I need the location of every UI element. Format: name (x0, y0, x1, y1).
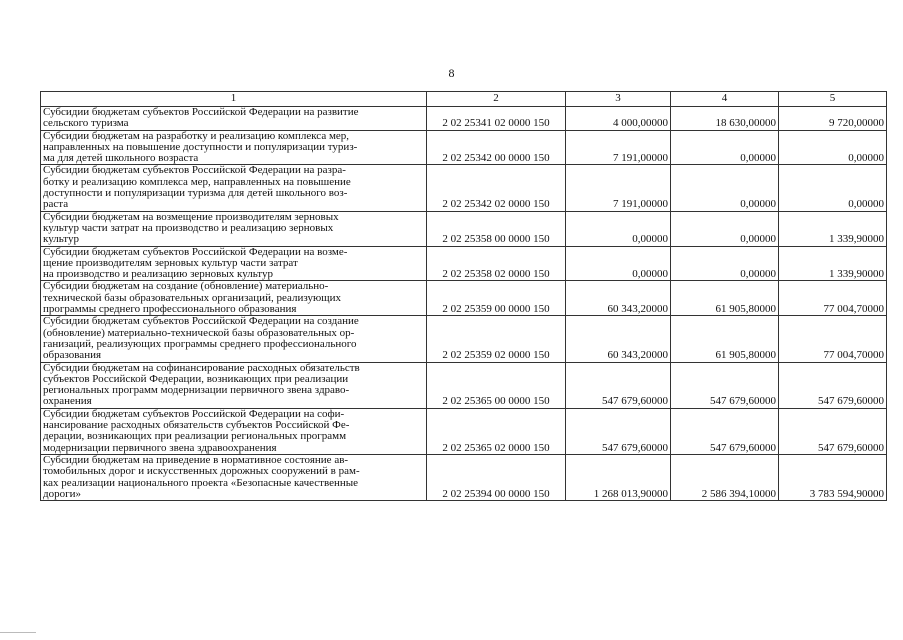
amount-column-5: 3 783 594,90000 (779, 454, 887, 500)
amount-column-5: 547 679,60000 (779, 362, 887, 408)
amount-column-5: 9 720,00000 (779, 107, 887, 131)
column-header-1: 1 (41, 92, 427, 107)
budget-code: 2 02 25359 00 0000 150 (427, 281, 566, 316)
column-header-4: 4 (671, 92, 779, 107)
row-description-line: щение производителям зерновых культур части затрат (43, 256, 298, 269)
column-header-2: 2 (427, 92, 566, 107)
amount-column-4: 61 905,80000 (671, 281, 779, 316)
row-description-line: Субсидии бюджетам на софинансирование расходных обязательств (43, 361, 360, 374)
row-description-line: направленных на повышение доступности и популяризации туриз- (43, 140, 358, 153)
table-row (41, 246, 887, 281)
row-description-line: охранения (43, 395, 92, 408)
row-description (41, 246, 427, 281)
row-description-line: Субсидии бюджетам субъектов Российской Федерации на возме- (43, 245, 348, 258)
page-number: 8 (448, 66, 455, 80)
row-description-line: ма для детей школьного возраста (43, 152, 199, 165)
amount-column-4: 2 586 394,10000 (671, 454, 779, 500)
row-description (41, 362, 427, 408)
amount-column-5: 547 679,60000 (779, 408, 887, 454)
row-description-line: региональных программ модернизации первичного звена здраво- (43, 384, 350, 397)
budget-code: 2 02 25341 02 0000 150 (427, 107, 566, 131)
table-row (41, 454, 887, 500)
amount-column-3: 7 191,00000 (566, 130, 671, 165)
table-row (41, 316, 887, 362)
table-row (41, 211, 887, 246)
row-description-line: Субсидии бюджетам субъектов Российской Федерации на разра- (43, 164, 346, 177)
row-description-line: ках реализации национального проекта «Безопасные качественные (43, 476, 359, 489)
budget-code: 2 02 25358 02 0000 150 (427, 246, 566, 281)
column-header-3: 3 (566, 92, 671, 107)
page-edge-mark (0, 632, 36, 633)
row-description-line: образования (43, 349, 102, 362)
table-header-row (41, 92, 887, 107)
row-description-line: (обновление) материально-технической базы образовательных ор- (43, 326, 355, 339)
row-description-line: субъектов Российской Федерации, возникающих при реализации (43, 372, 349, 385)
amount-column-4: 0,00000 (671, 211, 779, 246)
row-description (41, 165, 427, 211)
row-description-line: дороги» (43, 487, 81, 500)
row-description (41, 107, 427, 131)
column-header-5: 5 (779, 92, 887, 107)
table-row (41, 408, 887, 454)
row-description-line: ботку и реализацию комплекса мер, направленных на повышение (43, 175, 351, 188)
row-description-line: раста (43, 198, 69, 211)
amount-column-4: 0,00000 (671, 246, 779, 281)
amount-column-3: 547 679,60000 (566, 408, 671, 454)
amount-column-3: 0,00000 (566, 246, 671, 281)
budget-table (40, 91, 887, 501)
row-description-line: программы среднего профессионального образования (43, 303, 297, 316)
budget-code: 2 02 25359 02 0000 150 (427, 316, 566, 362)
row-description-line: дерации, возникающих при реализации региональных программ (43, 430, 347, 443)
row-description-line: Субсидии бюджетам субъектов Российской Федерации на софи- (43, 407, 345, 420)
row-description-line: сельского туризма (43, 117, 129, 130)
row-description-line: томобильных дорог и искусственных дорожных сооружений в рам- (43, 465, 360, 478)
row-description-line: Субсидии бюджетам на приведение в нормативное состояние ав- (43, 453, 349, 466)
row-description-line: Субсидии бюджетам на разработку и реализацию комплекса мер, (43, 129, 350, 142)
amount-column-4: 0,00000 (671, 165, 779, 211)
amount-column-4: 547 679,60000 (671, 408, 779, 454)
budget-code: 2 02 25342 02 0000 150 (427, 165, 566, 211)
row-description-line: культур части затрат на производство и реализацию зерновых (43, 221, 334, 234)
budget-code: 2 02 25394 00 0000 150 (427, 454, 566, 500)
budget-code: 2 02 25365 00 0000 150 (427, 362, 566, 408)
amount-column-3: 0,00000 (566, 211, 671, 246)
row-description-line: на производство и реализацию зерновых культур (43, 268, 273, 281)
amount-column-3: 7 191,00000 (566, 165, 671, 211)
row-description-line: технической базы образовательных организаций, реализующих (43, 291, 342, 304)
amount-column-4: 0,00000 (671, 130, 779, 165)
table-row (41, 107, 887, 131)
row-description-line: доступности и популяризации туризма для детей школьного воз- (43, 187, 348, 200)
row-description (41, 211, 427, 246)
amount-column-5: 77 004,70000 (779, 281, 887, 316)
row-description (41, 316, 427, 362)
amount-column-4: 18 630,00000 (671, 107, 779, 131)
amount-column-3: 4 000,00000 (566, 107, 671, 131)
row-description-line: ганизаций, реализующих программы среднего профессионального (43, 337, 357, 350)
budget-code: 2 02 25342 00 0000 150 (427, 130, 566, 165)
amount-column-5: 1 339,90000 (779, 246, 887, 281)
amount-column-3: 1 268 013,90000 (566, 454, 671, 500)
table-row (41, 165, 887, 211)
amount-column-3: 60 343,20000 (566, 281, 671, 316)
table-row (41, 281, 887, 316)
amount-column-5: 1 339,90000 (779, 211, 887, 246)
table-row (41, 130, 887, 165)
row-description (41, 408, 427, 454)
amount-column-4: 547 679,60000 (671, 362, 779, 408)
row-description-line: Субсидии бюджетам на возмещение производителям зерновых (43, 210, 339, 223)
row-description-line: Субсидии бюджетам субъектов Российской Федерации на развитие (43, 106, 359, 118)
amount-column-5: 0,00000 (779, 130, 887, 165)
amount-column-5: 77 004,70000 (779, 316, 887, 362)
row-description (41, 454, 427, 500)
budget-code: 2 02 25358 00 0000 150 (427, 211, 566, 246)
row-description (41, 281, 427, 316)
budget-code: 2 02 25365 02 0000 150 (427, 408, 566, 454)
row-description-line: нансирование расходных обязательств субъектов Российской Фе- (43, 419, 350, 432)
amount-column-5: 0,00000 (779, 165, 887, 211)
row-description-line: Субсидии бюджетам субъектов Российской Федерации на создание (43, 315, 359, 328)
row-description-line: Субсидии бюджетам на создание (обновление) материально- (43, 280, 329, 293)
amount-column-4: 61 905,80000 (671, 316, 779, 362)
row-description-line: модернизации первичного звена здравоохранения (43, 441, 277, 454)
row-description-line: культур (43, 233, 79, 246)
amount-column-3: 547 679,60000 (566, 362, 671, 408)
amount-column-3: 60 343,20000 (566, 316, 671, 362)
table-row (41, 362, 887, 408)
row-description (41, 130, 427, 165)
